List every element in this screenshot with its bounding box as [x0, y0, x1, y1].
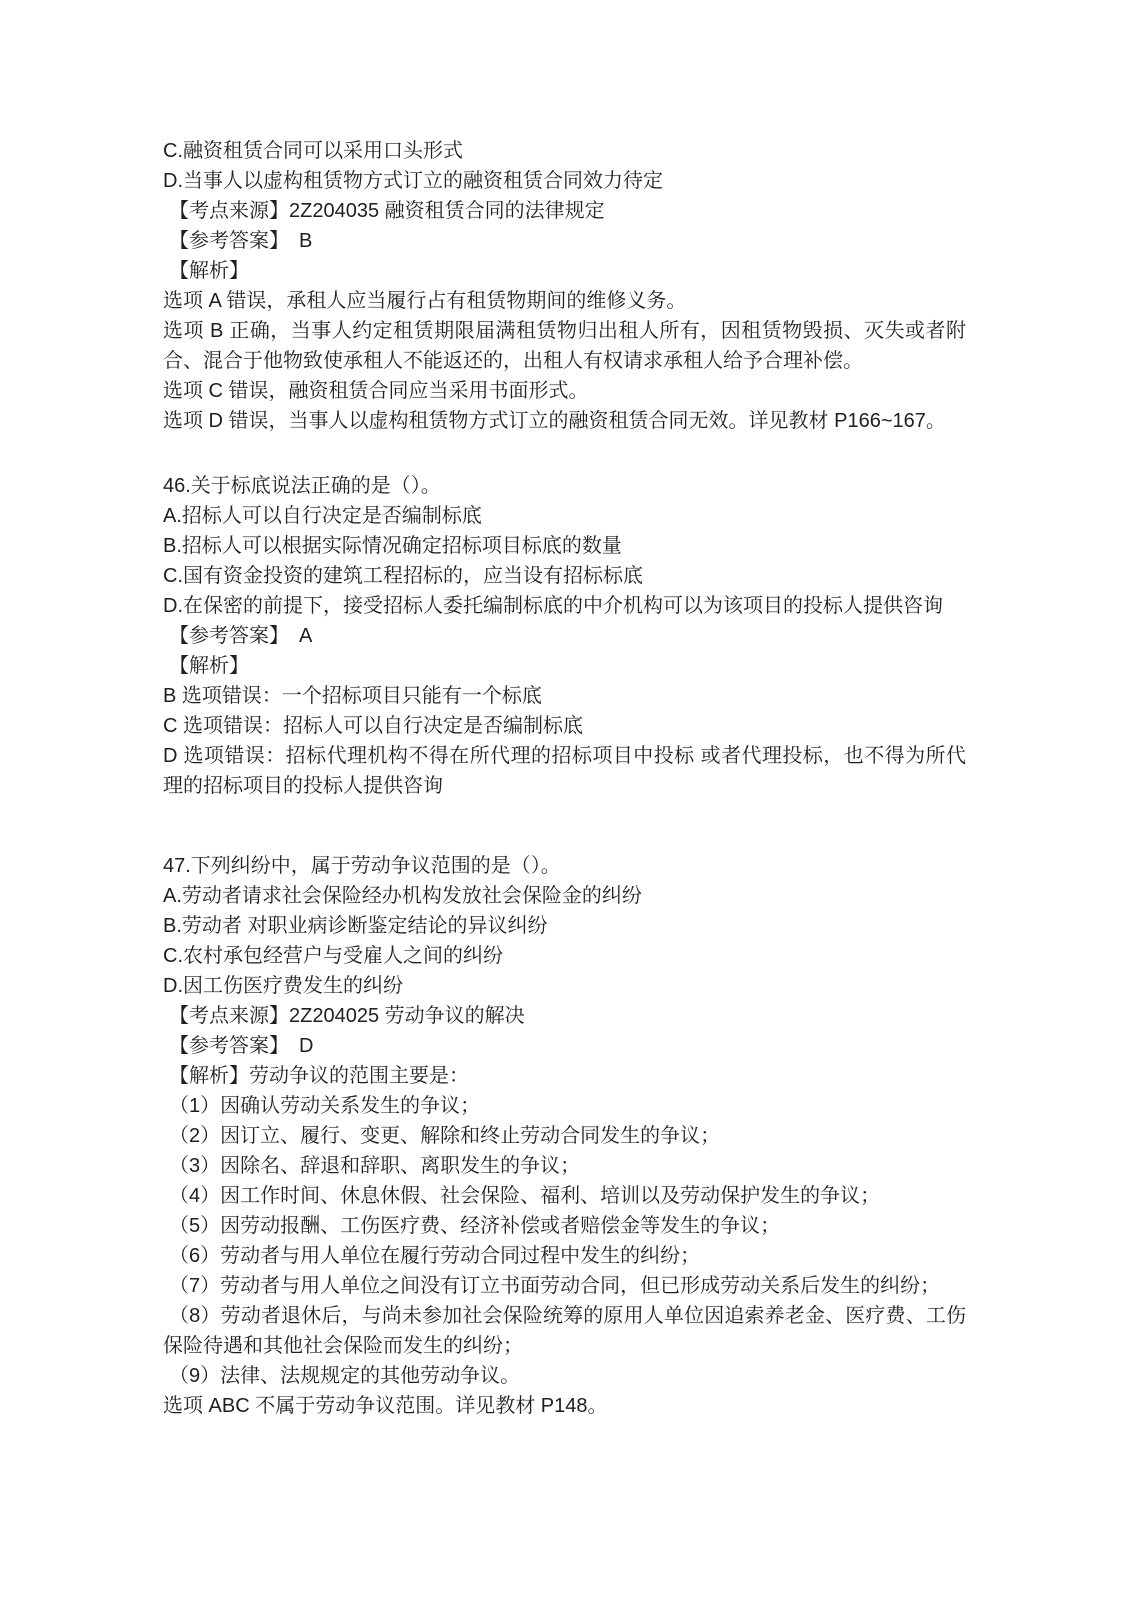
q47-dispute-item-1: （1）因确认劳动关系发生的争议； — [169, 1095, 481, 1117]
q47-option-b: B.劳动者 对职业病诊断鉴定结论的异议纠纷 — [163, 915, 548, 937]
q47-question-title: 47.下列纠纷中，属于劳动争议范围的是（）。 — [163, 855, 561, 877]
q47-dispute-item-3: （3）因除名、辞退和辞职、离职发生的争议； — [169, 1155, 581, 1177]
q46-analysis-heading: 【解析】 — [169, 655, 249, 677]
q46-analysis-option-d: D 选项错误：招标代理机构不得在所代理的招标项目中投标 或者代理投标，也不得为所代理的招标项目的投标人提供咨询 — [163, 745, 966, 797]
q45-source-line: 【考点来源】2Z204035 融资租赁合同的法律规定 — [169, 200, 605, 222]
q46-answer-line: 【参考答案】 A — [169, 625, 313, 647]
q45-answer-line: 【参考答案】 B — [169, 230, 313, 252]
q47-option-d: D.因工伤医疗费发生的纠纷 — [163, 975, 403, 997]
q46-analysis-option-c: C 选项错误：招标人可以自行决定是否编制标底 — [163, 715, 583, 737]
q46-option-d: D.在保密的前提下，接受招标人委托编制标底的中介机构可以为该项目的投标人提供咨询 — [163, 595, 943, 617]
q46-option-c: C.国有资金投资的建筑工程招标的，应当设有招标标底 — [163, 565, 643, 587]
q45-analysis-option-c: 选项 C 错误，融资租赁合同应当采用书面形式。 — [163, 380, 589, 402]
q47-dispute-item-8: （8）劳动者退休后，与尚未参加社会保险统筹的原用人单位因追索养老金、医疗费、工伤保险待遇和其他社会保险而发生的纠纷； — [163, 1305, 966, 1357]
q47-dispute-item-2: （2）因订立、履行、变更、解除和终止劳动合同发生的争议； — [169, 1125, 721, 1147]
q47-analysis-heading: 【解析】劳动争议的范围主要是： — [169, 1065, 469, 1087]
q46-option-a: A.招标人可以自行决定是否编制标底 — [163, 505, 482, 527]
q47-dispute-item-6: （6）劳动者与用人单位在履行劳动合同过程中发生的纠纷； — [169, 1245, 701, 1267]
q47-dispute-item-9: （9）法律、法规规定的其他劳动争议。 — [169, 1365, 521, 1387]
q47-dispute-item-5: （5）因劳动报酬、工伤医疗费、经济补偿或者赔偿金等发生的争议； — [169, 1215, 781, 1237]
q45-analysis-option-b: 选项 B 正确，当事人约定租赁期限届满租赁物归出租人所有，因租赁物毁损、灭失或者附合、混合于他物致使承租人不能返还的，出租人有权请求承租人给予合理补偿。 — [163, 320, 966, 372]
q46-question-title: 46.关于标底说法正确的是（）。 — [163, 475, 441, 497]
q45-option-c: C.融资租赁合同可以采用口头形式 — [163, 140, 463, 162]
q47-source-line: 【考点来源】2Z204025 劳动争议的解决 — [169, 1005, 525, 1027]
q46-option-b: B.招标人可以根据实际情况确定招标项目标底的数量 — [163, 535, 622, 557]
q47-dispute-item-7: （7）劳动者与用人单位之间没有订立书面劳动合同，但已形成劳动关系后发生的纠纷； — [169, 1275, 941, 1297]
q47-option-a: A.劳动者请求社会保险经办机构发放社会保险金的纠纷 — [163, 885, 642, 907]
q47-option-c: C.农村承包经营户与受雇人之间的纠纷 — [163, 945, 503, 967]
q45-analysis-heading: 【解析】 — [169, 260, 249, 282]
q47-dispute-item-4: （4）因工作时间、休息休假、社会保险、福利、培训以及劳动保护发生的争议； — [169, 1185, 881, 1207]
q47-closing-note: 选项 ABC 不属于劳动争议范围。详见教材 P148。 — [163, 1395, 608, 1417]
q45-analysis-option-a: 选项 A 错误，承租人应当履行占有租赁物期间的维修义务。 — [163, 290, 687, 312]
q45-analysis-option-d: 选项 D 错误，当事人以虚构租赁物方式订立的融资租赁合同无效。详见教材 P166~167。 — [163, 410, 946, 432]
exam-content — [163, 136, 966, 1421]
q47-answer-line: 【参考答案】 D — [169, 1035, 314, 1057]
q46-analysis-option-b: B 选项错误：一个招标项目只能有一个标底 — [163, 685, 542, 707]
q45-option-d: D.当事人以虚构租赁物方式订立的融资租赁合同效力待定 — [163, 170, 663, 192]
